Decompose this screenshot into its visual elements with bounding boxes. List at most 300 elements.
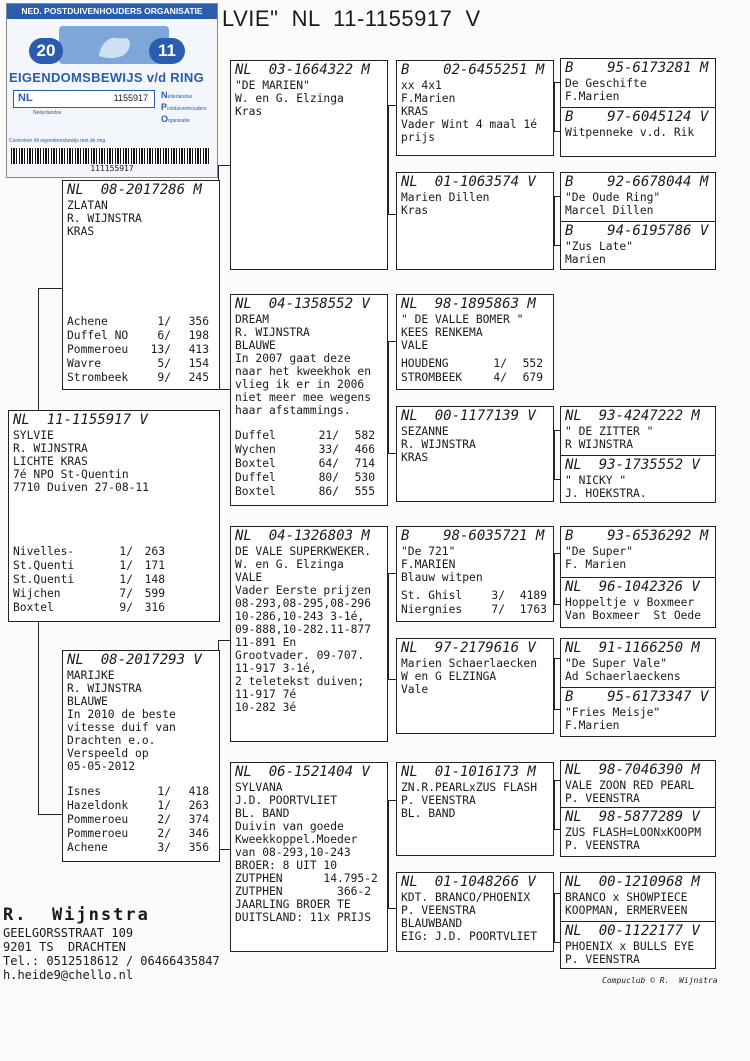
race: Pommeroeu xyxy=(67,813,129,826)
note: 10-282 3é xyxy=(235,701,297,714)
race: Boxtel xyxy=(235,485,276,498)
results-list xyxy=(397,589,553,617)
position: 33/ xyxy=(318,443,339,456)
connector-line xyxy=(388,573,389,679)
connector-line xyxy=(388,800,389,908)
position: 1/ xyxy=(119,573,133,586)
position: 13/ xyxy=(150,343,171,356)
color: BLAUWE xyxy=(67,695,108,708)
g4-card xyxy=(560,58,716,108)
ring-number: NL 96-1042326 V xyxy=(565,579,700,595)
result-row xyxy=(231,471,387,485)
grandparent-card xyxy=(230,762,388,952)
g4-card xyxy=(560,221,716,270)
great-grandparent-card xyxy=(396,60,554,156)
color: KRAS xyxy=(67,225,95,238)
position: 80/ xyxy=(318,471,339,484)
ring-number: NL 04-1326803 M xyxy=(235,528,370,544)
ring-number: NL 08-2017286 M xyxy=(67,182,202,198)
breeder: Marcel Dillen xyxy=(565,204,654,217)
entries: 198 xyxy=(188,329,209,342)
result-row xyxy=(63,785,219,799)
entries: 413 xyxy=(188,343,209,356)
entries: 171 xyxy=(144,559,165,572)
great-grandparent-card xyxy=(396,294,554,390)
g4-card xyxy=(560,760,716,808)
connector-line xyxy=(554,196,555,246)
pigeon-name: ZUS FLASH=LOONxKOOPM xyxy=(565,826,702,839)
entries: 346 xyxy=(188,827,209,840)
entries: 1763 xyxy=(519,603,547,616)
race: Pommeroeu xyxy=(67,343,129,356)
position: 9/ xyxy=(119,601,133,614)
entries: 356 xyxy=(188,315,209,328)
position: 1/ xyxy=(119,545,133,558)
sticker-year-right: 11 xyxy=(149,38,185,64)
sticker-barcode xyxy=(11,148,211,164)
ring-number: NL 04-1358552 V xyxy=(235,296,370,312)
breeder: P. VEENSTRA xyxy=(565,953,640,966)
note: haar afstammings. xyxy=(235,404,351,417)
result-row xyxy=(397,603,553,617)
sticker-org-acronym xyxy=(161,90,207,126)
race: St.Quenti xyxy=(13,573,75,586)
sticker-letter-o: O xyxy=(161,114,169,124)
connector-line xyxy=(218,165,230,166)
race: Boxtel xyxy=(13,601,54,614)
note: 08-293,08-295,08-296 xyxy=(235,597,372,610)
grandparent-card xyxy=(230,526,388,742)
color: VALE xyxy=(401,339,429,352)
note: 2 teletekst duiven; xyxy=(235,675,365,688)
breeder: F.Marien xyxy=(401,92,456,105)
result-row xyxy=(397,371,553,385)
color: Kras xyxy=(401,204,429,217)
pigeon-name: xx 4x1 xyxy=(401,79,442,92)
race: Achene xyxy=(67,841,108,854)
connector-line xyxy=(388,105,396,106)
pigeon-name: DE VALE SUPERKWEKER. xyxy=(235,545,372,558)
owner-city: 9201 TS DRACHTEN xyxy=(3,940,126,954)
pigeon-name: MARIJKE xyxy=(67,669,115,682)
position: 64/ xyxy=(318,457,339,470)
owner-street: GEELGORSSTRAAT 109 xyxy=(3,926,134,940)
great-grandparent-card xyxy=(396,762,554,856)
sticker-letter-n: N xyxy=(161,90,168,100)
ring-number: B 02-6455251 M xyxy=(401,62,545,78)
connector-line xyxy=(38,288,62,289)
ring-number: NL 08-2017293 V xyxy=(67,652,202,668)
entries: 316 xyxy=(144,601,165,614)
result-row xyxy=(9,587,219,601)
entries: 555 xyxy=(354,485,375,498)
entries: 599 xyxy=(144,587,165,600)
note: DUITSLAND: 11x PRIJS xyxy=(235,911,372,924)
entries: 582 xyxy=(354,429,375,442)
connector-line xyxy=(388,679,396,680)
pigeon-name: BRANCO x SHOWPIECE xyxy=(565,891,688,904)
sticker-ring-number: 1155917 xyxy=(113,93,148,103)
race: Achene xyxy=(67,315,108,328)
entries: 418 xyxy=(188,785,209,798)
ring-number: B 98-6035721 M xyxy=(401,528,545,544)
note: vitesse duif van xyxy=(67,721,176,734)
result-row xyxy=(63,827,219,841)
note: prijs xyxy=(401,131,436,144)
race: Wijchen xyxy=(13,587,61,600)
ring-number: NL 98-1895863 M xyxy=(401,296,536,312)
ring-number: NL 98-7046390 M xyxy=(565,762,700,778)
ring-number: NL 00-1122177 V xyxy=(565,923,700,939)
breeder: KEES RENKEMA xyxy=(401,326,483,339)
pigeon-name: "De Super" xyxy=(565,545,634,558)
color: Kras xyxy=(235,105,263,118)
result-row xyxy=(63,371,219,385)
result-row xyxy=(231,457,387,471)
note: JAARLING BROER TE xyxy=(235,898,351,911)
sticker-org-name: NED. POSTDUIVENHOUDERS ORGANISATIE xyxy=(7,4,217,19)
breeder: P. VEENSTRA xyxy=(565,792,640,805)
results-list xyxy=(9,545,219,615)
owner-name: R. Wijnstra xyxy=(3,905,150,925)
sire-card xyxy=(62,180,220,390)
g4-card xyxy=(560,172,716,222)
pigeon-name: ZN.R.PEARLxZUS FLASH xyxy=(401,781,538,794)
ring-number: B 95-6173347 V xyxy=(565,689,709,705)
connector-line xyxy=(388,573,396,574)
note: 09-888,10-282.11-877 xyxy=(235,623,372,636)
note: In 2007 gaat deze xyxy=(235,352,351,365)
ring-number: NL 06-1521404 V xyxy=(235,764,370,780)
entries: 245 xyxy=(188,371,209,384)
result-row xyxy=(231,443,387,457)
sticker-barcode-number: 111155917 xyxy=(90,164,134,173)
results-list xyxy=(63,315,219,385)
ring-number: B 92-6678044 M xyxy=(565,174,709,190)
connector-line xyxy=(554,893,555,943)
entries: 263 xyxy=(188,799,209,812)
result-row xyxy=(9,545,219,559)
result-row xyxy=(63,343,219,357)
pigeon-name: VALE ZOON RED PEARL xyxy=(565,779,695,792)
pigeon-name: PHOENIX x BULLS EYE xyxy=(565,940,695,953)
note: ZUTPHEN 14.795-2 xyxy=(235,872,378,885)
footer-credit: Compuclub © R. Wijnstra xyxy=(602,976,718,985)
note: In 2010 de beste xyxy=(67,708,176,721)
connector-line xyxy=(554,430,555,480)
pigeon-name: De Geschifte xyxy=(565,77,647,90)
position: 5/ xyxy=(157,357,171,370)
breeder: J. HOEKSTRA. xyxy=(565,487,647,500)
position: 1/ xyxy=(157,315,171,328)
entries: 530 xyxy=(354,471,375,484)
sticker-org-line1: ederlandse xyxy=(167,94,193,100)
g4-card xyxy=(560,406,716,456)
ring-number: NL 01-1063574 V xyxy=(401,174,536,190)
color: BLAUWBAND xyxy=(401,917,463,930)
position: 21/ xyxy=(318,429,339,442)
owner-phone: Tel.: 0512518612 / 06466435847 xyxy=(3,954,220,968)
race: Boxtel xyxy=(235,457,276,470)
race: St.Quenti xyxy=(13,559,75,572)
breeder: R WIJNSTRA xyxy=(565,438,634,451)
race: Niergnies xyxy=(401,603,463,616)
position: 9/ xyxy=(157,371,171,384)
race: Nivelles- xyxy=(13,545,75,558)
entries: 154 xyxy=(188,357,209,370)
result-row xyxy=(9,573,219,587)
dam-card xyxy=(62,650,220,862)
connector-line xyxy=(388,341,396,342)
ring-number: NL 01-1016173 M xyxy=(401,764,536,780)
position: 1/ xyxy=(493,357,507,370)
race: Hazeldonk xyxy=(67,799,129,812)
ring-number: NL 93-1735552 V xyxy=(565,457,700,473)
race: STROMBEEK xyxy=(401,371,463,384)
note: Grootvader. 09-707. xyxy=(235,649,365,662)
note: 05-05-2012 xyxy=(67,760,136,773)
sticker-org-line3: rganisatie xyxy=(168,118,190,124)
note: EIG: J.D. POORTVLIET xyxy=(401,930,538,943)
pigeon-name: DREAM xyxy=(235,313,270,326)
g4-card xyxy=(560,455,716,503)
result-row xyxy=(63,841,219,855)
note: Verspeeld op xyxy=(67,747,149,760)
pigeon-name: Witpenneke v.d. Rik xyxy=(565,126,695,139)
race: HOUDENG xyxy=(401,357,449,370)
connector-line xyxy=(388,214,396,215)
note: Vader Wint 4 maal 1é xyxy=(401,118,538,131)
breeder: R. WIJNSTRA xyxy=(401,438,476,451)
result-row xyxy=(9,559,219,573)
ring-number: NL 98-5877289 V xyxy=(565,809,700,825)
position: 7/ xyxy=(119,587,133,600)
note: Drachten e.o. xyxy=(67,734,156,747)
result-row xyxy=(231,429,387,443)
connector-line xyxy=(388,341,389,453)
g4-card xyxy=(560,526,716,578)
ring-number: B 95-6173281 M xyxy=(565,60,709,76)
result-row xyxy=(63,357,219,371)
note: Duivin van goede xyxy=(235,820,344,833)
breeder: Ad Schaerlaeckens xyxy=(565,670,681,683)
great-grandparent-card xyxy=(396,526,554,622)
color: KRAS xyxy=(401,105,429,118)
breeder: R. WIJNSTRA xyxy=(67,212,142,225)
note: vlieg ik er in 2006 xyxy=(235,378,365,391)
race: St. Ghisl xyxy=(401,589,463,602)
result-row xyxy=(63,799,219,813)
entries: 4189 xyxy=(519,589,547,602)
pigeon-name: "DE MARIEN" xyxy=(235,79,310,92)
entries: 552 xyxy=(522,357,543,370)
breeder: W. en G. Elzinga xyxy=(235,558,344,571)
entries: 148 xyxy=(144,573,165,586)
note: naar het kweekhok en xyxy=(235,365,372,378)
entries: 714 xyxy=(354,457,375,470)
pigeon-name: " NICKY " xyxy=(565,474,627,487)
position: 1/ xyxy=(157,799,171,812)
breeder: P. VEENSTRA xyxy=(401,794,476,807)
pigeon-name: SYLVANA xyxy=(235,781,283,794)
result-row xyxy=(63,813,219,827)
color: Vale xyxy=(401,683,429,696)
sticker-nederlandse: Nederlandse xyxy=(33,110,62,116)
sticker-title: EIGENDOMSBEWIJS v/d RING xyxy=(9,70,205,85)
owner-contact xyxy=(3,904,220,982)
g4-card xyxy=(560,687,716,737)
position: 1/ xyxy=(157,785,171,798)
owner-email: h.heide9@chello.nl xyxy=(3,968,134,982)
entries: 374 xyxy=(188,813,209,826)
great-grandparent-card xyxy=(396,172,554,270)
connector-line xyxy=(388,800,396,801)
connector-line xyxy=(38,288,39,412)
pedigree-title: LVIE" NL 11-1155917 V xyxy=(222,6,481,31)
connector-line xyxy=(554,82,555,132)
note: 7é NPO St-Quentin xyxy=(13,468,129,481)
result-row xyxy=(397,589,553,603)
g4-card xyxy=(560,638,716,688)
ring-number: NL 93-4247222 M xyxy=(565,408,700,424)
breeder: Marien Dillen xyxy=(401,191,490,204)
ring-number: NL 01-1048266 V xyxy=(401,874,536,890)
result-row xyxy=(231,485,387,499)
note: Vader Eerste prijzen xyxy=(235,584,372,597)
result-row xyxy=(397,357,553,371)
connector-line xyxy=(554,553,555,605)
grandparent-card xyxy=(230,294,388,506)
race: Strombeek xyxy=(67,371,129,384)
connector-line xyxy=(38,814,62,815)
sticker-letter-p: P xyxy=(161,102,168,112)
pigeon-name: "De Oude Ring" xyxy=(565,191,661,204)
position: 1/ xyxy=(119,559,133,572)
results-list xyxy=(63,785,219,855)
great-grandparent-card xyxy=(396,638,554,734)
breeder: P. VEENSTRA xyxy=(401,904,476,917)
breeder: KOOPMAN, ERMERVEEN xyxy=(565,904,688,917)
breeder: F. Marien xyxy=(565,558,627,571)
pigeon-name: Hoppeltje v Boxmeer xyxy=(565,596,695,609)
color: KRAS xyxy=(401,451,429,464)
entries: 356 xyxy=(188,841,209,854)
color: BL. BAND xyxy=(235,807,290,820)
result-row xyxy=(63,329,219,343)
result-row xyxy=(9,601,219,615)
breeder: R. WIJNSTRA xyxy=(235,326,310,339)
pigeon-name: SYLVIE xyxy=(13,429,54,442)
pigeon-name: "Zus Late" xyxy=(565,240,634,253)
breeder: P. VEENSTRA xyxy=(565,839,640,852)
position: 3/ xyxy=(157,841,171,854)
note: ZUTPHEN 366-2 xyxy=(235,885,372,898)
g4-card xyxy=(560,872,716,922)
sticker-year-left: 20 xyxy=(29,38,63,64)
breeder: W en G ELZINGA xyxy=(401,670,497,683)
g4-card xyxy=(560,107,716,157)
race: Duffel xyxy=(235,429,276,442)
great-grandparent-card xyxy=(396,872,554,952)
ring-number: NL 97-2179616 V xyxy=(401,640,536,656)
ring-ownership-sticker xyxy=(6,3,218,178)
sticker-ring-field xyxy=(13,90,155,108)
connector-line xyxy=(38,617,39,815)
connector-line xyxy=(388,105,389,214)
pigeon-name: KDT. BRANCO/PHOENIX xyxy=(401,891,531,904)
pigeon-name: "Fries Meisje" xyxy=(565,706,661,719)
connector-line xyxy=(554,780,555,830)
entries: 466 xyxy=(354,443,375,456)
pigeon-name: "De 721" xyxy=(401,545,456,558)
sticker-org-line2: ostduivenhouders xyxy=(167,106,207,112)
ring-number: B 93-6536292 M xyxy=(565,528,709,544)
breeder: F.Marien xyxy=(565,719,620,732)
ring-number: B 94-6195786 V xyxy=(565,223,709,239)
breeder: R. WIJNSTRA xyxy=(67,682,142,695)
color: VALE xyxy=(235,571,263,584)
sticker-control-text: Controleer dit eigendomsbewijs met de ring xyxy=(9,138,106,144)
pigeon-name: ZLATAN xyxy=(67,199,108,212)
race: Duffel NO xyxy=(67,329,129,342)
ring-number: B 97-6045124 V xyxy=(565,109,709,125)
grandparent-card xyxy=(230,60,388,270)
breeder: F.MARIEN xyxy=(401,558,456,571)
race: Wavre xyxy=(67,357,102,370)
pigeon-name: "De Super Vale" xyxy=(565,657,668,670)
note: 10-286,10-243 3-1é, xyxy=(235,610,365,623)
pigeon-name: SEZANNE xyxy=(401,425,449,438)
connector-line xyxy=(218,640,230,641)
note: niet meer mee wegens xyxy=(235,391,372,404)
g4-card xyxy=(560,807,716,857)
position: 2/ xyxy=(157,813,171,826)
connector-line xyxy=(388,908,396,909)
results-list xyxy=(397,357,553,385)
color: LICHTE KRAS xyxy=(13,455,88,468)
position: 3/ xyxy=(491,589,505,602)
position: 4/ xyxy=(493,371,507,384)
position: 2/ xyxy=(157,827,171,840)
race: Duffel xyxy=(235,471,276,484)
position: 7/ xyxy=(491,603,505,616)
breeder: W. en G. Elzinga xyxy=(235,92,344,105)
breeder: Marien xyxy=(565,253,606,266)
connector-line xyxy=(388,453,396,454)
ring-number: NL 91-1166250 M xyxy=(565,640,700,656)
ring-number: NL 11-1155917 V xyxy=(13,412,148,428)
entries: 263 xyxy=(144,545,165,558)
position: 86/ xyxy=(318,485,339,498)
breeder: R. WIJNSTRA xyxy=(13,442,88,455)
g4-card xyxy=(560,577,716,628)
g4-card xyxy=(560,921,716,969)
race: Isnes xyxy=(67,785,102,798)
great-grandparent-card xyxy=(396,406,554,502)
race: Wychen xyxy=(235,443,276,456)
pigeon-name: Marien Schaerlaecken xyxy=(401,657,538,670)
note: 11-917 7é xyxy=(235,688,297,701)
race: Pommeroeu xyxy=(67,827,129,840)
breeder: F.Marien xyxy=(565,90,620,103)
note: 11-917 3-1é, xyxy=(235,662,317,675)
results-list xyxy=(231,429,387,499)
note: BROER: 8 UIT 10 xyxy=(235,859,338,872)
note: Kweekkoppel.Moeder xyxy=(235,833,358,846)
ring-number: NL 00-1210968 M xyxy=(565,874,700,890)
entries: 679 xyxy=(522,371,543,384)
result-row xyxy=(63,315,219,329)
